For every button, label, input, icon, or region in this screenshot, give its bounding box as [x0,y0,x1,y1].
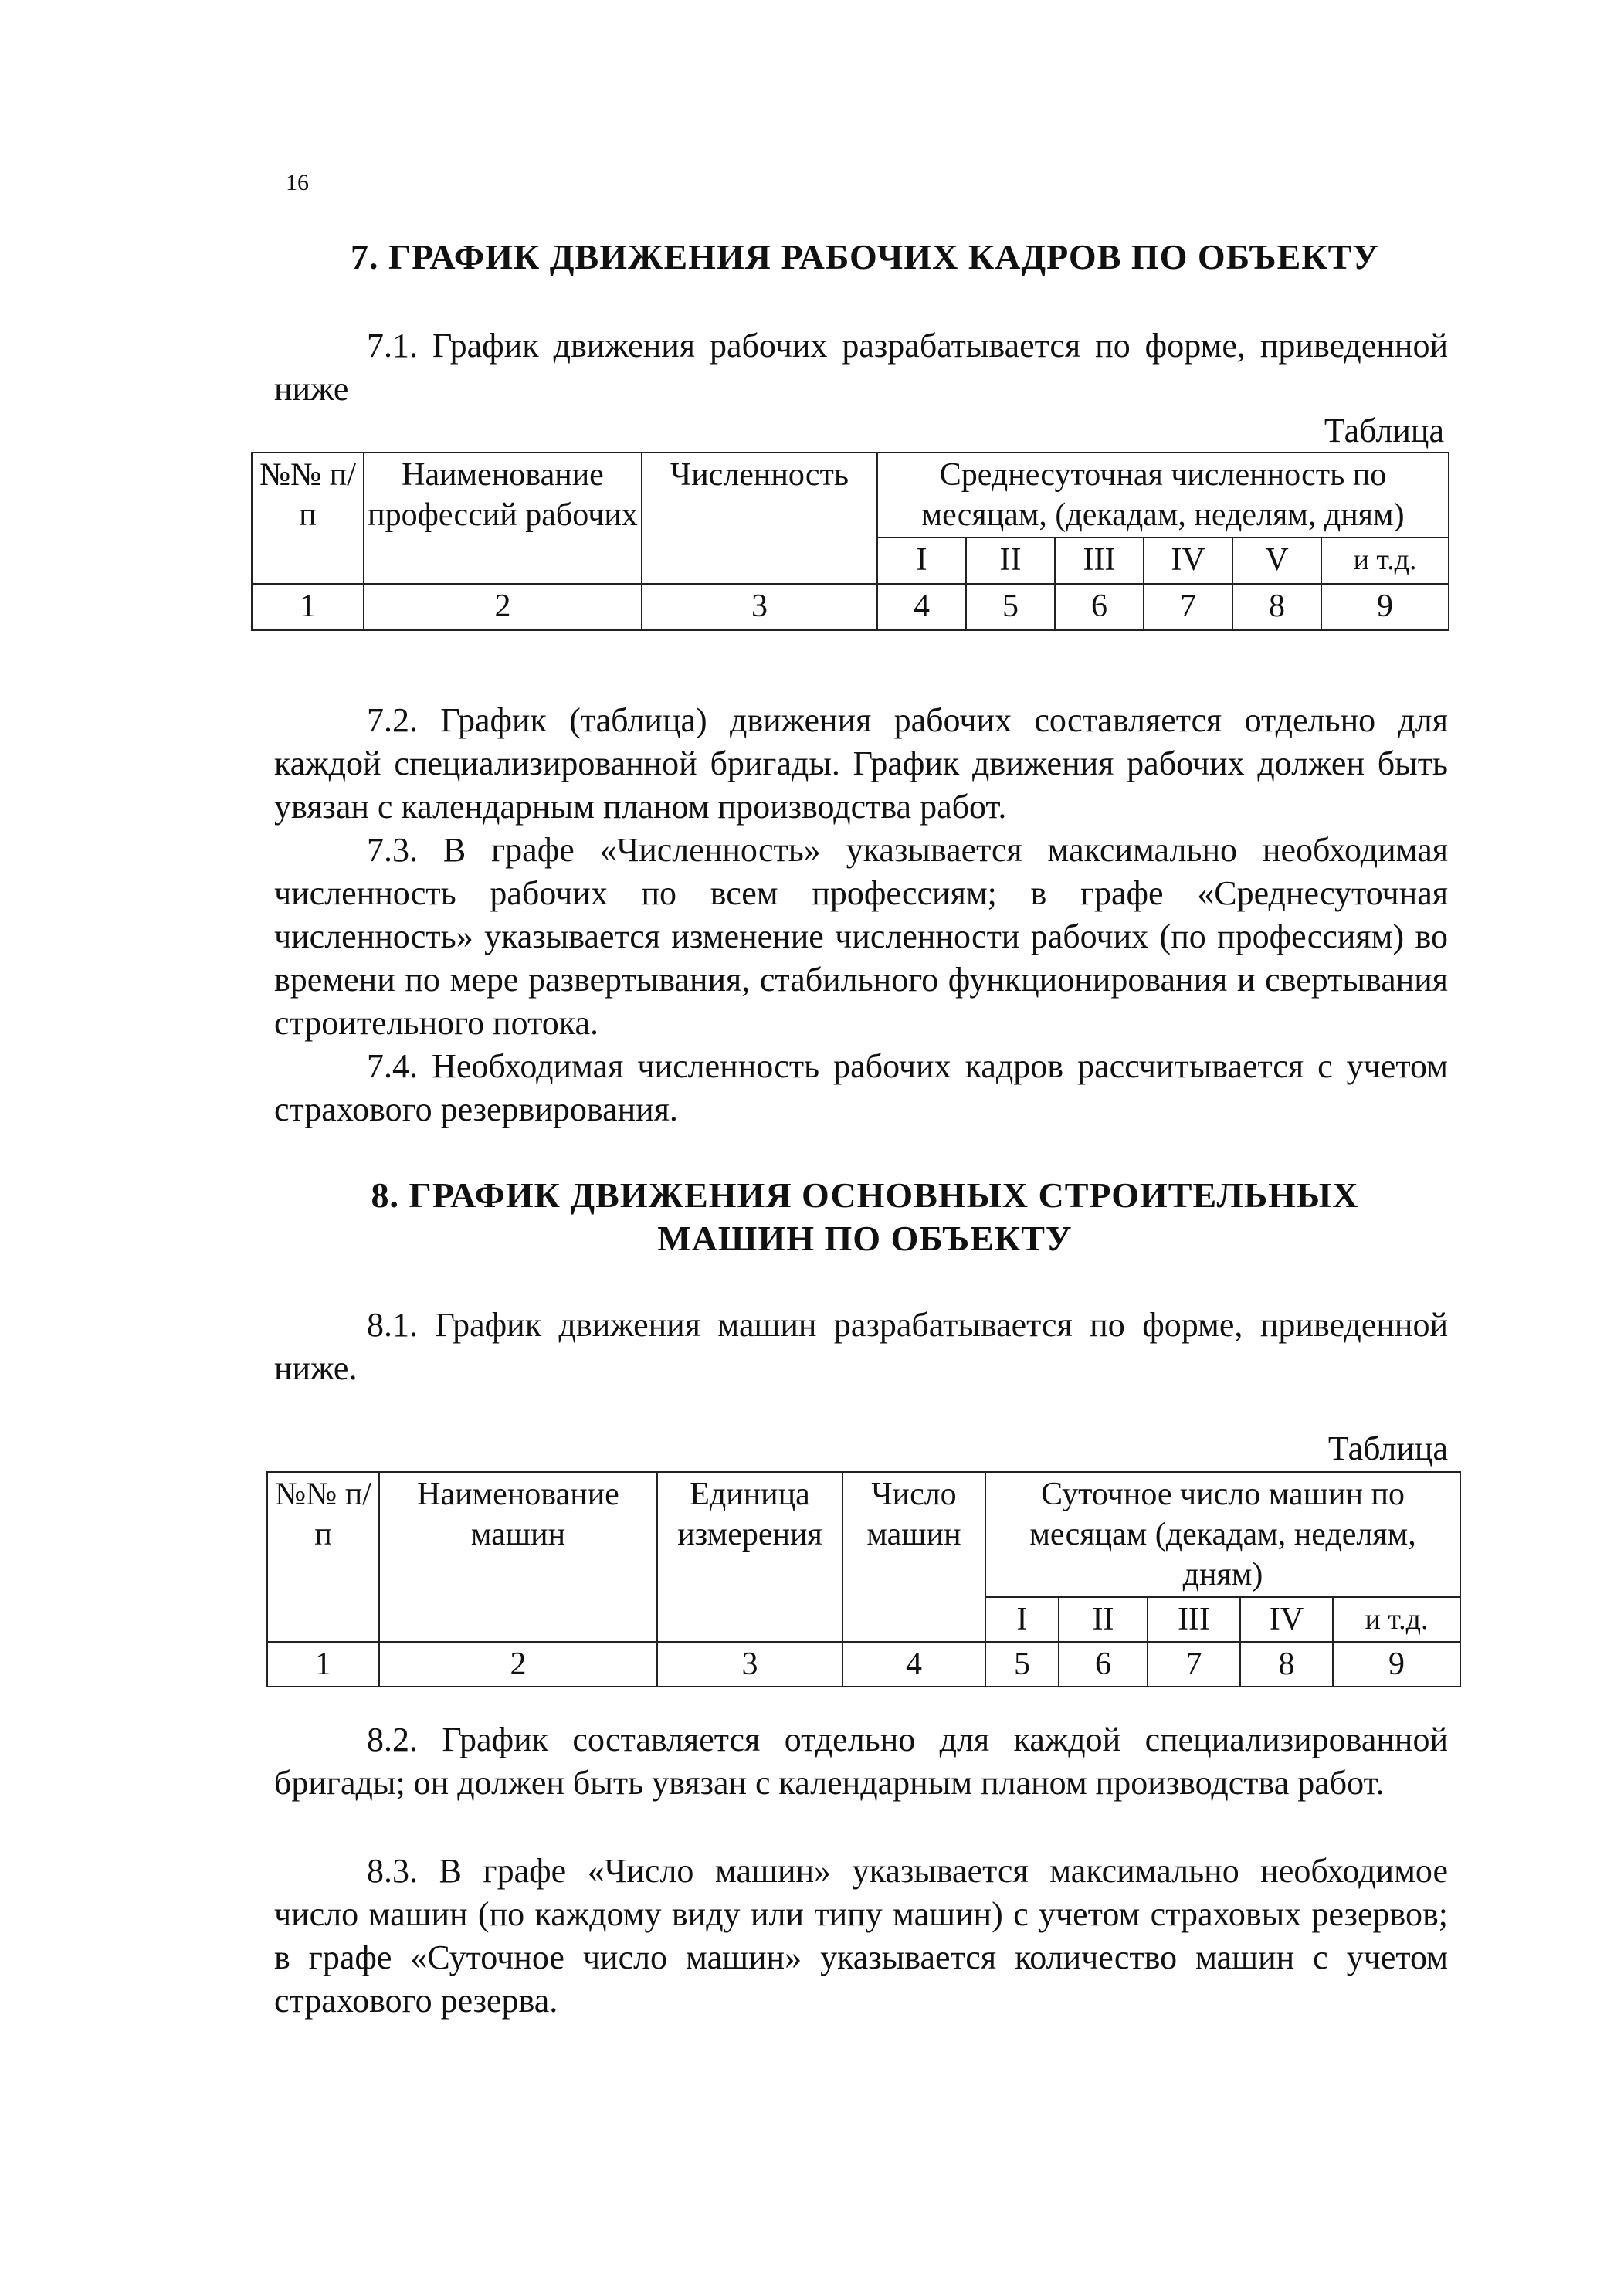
column-number-cell: 1 [267,1642,379,1687]
column-number-cell: 2 [379,1642,657,1687]
column-number-cell: 2 [364,584,642,630]
paragraph-8-1: 8.1. График движения машин разрабатывается по форме, приведенной ниже. [274,1306,1448,1387]
column-number-cell: 3 [642,584,877,630]
paragraph-7-1: 7.1. График движения рабочих разрабатывается по форме, приведенной ниже [274,327,1448,408]
paragraph-7-3: 7.3. В графе «Численность» указывается максимально необходимая численность рабочих по всем профессиям; в графе «Среднесуточная численность» указывается изменение численности рабочих (по профессиям) во времени по мере развертывания, стабильного функционирования и свертывания строительного потока. [274,831,1448,1042]
header-count: Численность [642,453,877,584]
period-cell: III [1055,538,1144,584]
column-number-cell: 7 [1148,1642,1240,1687]
paragraph-7-2: 7.2. График (таблица) движения рабочих составляется отдельно для каждой специализированной бригады. График движения рабочих должен быть увязан с календарным планом производства работ. [274,701,1448,826]
column-number-cell: 4 [877,584,966,630]
header-num: №№ п/п [252,453,364,584]
header-average-daily: Среднесуточная численность по месяцам, (декадам, неделям, дням) [877,453,1449,538]
page-number: 16 [286,170,309,195]
header-unit: Единица измерения [657,1472,842,1642]
section-7-title: 7. ГРАФИК ДВИЖЕНИЯ РАБОЧИХ КАДРОВ ПО ОБЪЕКТУ [350,237,1380,276]
section-8-title-line-2: МАШИН ПО ОБЪЕКТУ [657,1219,1073,1258]
period-cell: I [985,1597,1059,1642]
table-1-caption: Таблица [1324,412,1444,449]
column-number-cell: 9 [1333,1642,1460,1687]
header-profession: Наименование профессий рабочих [364,453,642,584]
period-cell: IV [1240,1597,1333,1642]
paragraph-8-2: 8.2. График составляется отдельно для каждой специализированной бригады; он должен быть увязан с календарным планом производства работ. [274,1721,1448,1802]
column-number-cell: 7 [1144,584,1232,630]
period-cell: V [1232,538,1321,584]
column-number-cell: 1 [252,584,364,630]
table-2-caption: Таблица [1327,1429,1448,1467]
column-number-cell: 5 [985,1642,1059,1687]
column-number-cell: 3 [657,1642,842,1687]
period-cell: II [1059,1597,1148,1642]
section-8-title-line-1: 8. ГРАФИК ДВИЖЕНИЯ ОСНОВНЫХ СТРОИТЕЛЬНЫХ [371,1175,1359,1215]
header-num: №№ п/п [267,1472,379,1642]
column-number-cell: 8 [1232,584,1321,630]
period-cell: III [1148,1597,1240,1642]
column-number-cell: 6 [1059,1642,1148,1687]
column-number-cell: 8 [1240,1642,1333,1687]
machines-schedule-table [266,1471,1461,1687]
paragraph-8-3: 8.3. В графе «Число машин» указывается максимально необходимое число машин (по каждому виду или типу машин) с учетом страховых резервов; в графе «Суточное число машин» указывается количество машин с учетом страхового резерва. [274,1852,1448,2020]
period-cell: IV [1144,538,1232,584]
column-number-cell: 6 [1055,584,1144,630]
header-daily-count: Суточное число машин по месяцам (декадам, неделям, дням) [985,1472,1460,1597]
workers-schedule-table [251,452,1449,631]
period-cell: I [877,538,966,584]
paragraph-7-4: 7.4. Необходимая численность рабочих кадров рассчитывается с учетом страхового резервирования. [274,1047,1448,1128]
column-number-cell: 9 [1321,584,1449,630]
period-cell: и т.д. [1321,538,1449,584]
column-number-cell: 5 [966,584,1055,630]
header-machine-count: Число машин [842,1472,985,1642]
header-machine-name: Наименование машин [379,1472,657,1642]
period-cell: II [966,538,1055,584]
period-cell: и т.д. [1333,1597,1460,1642]
column-number-cell: 4 [842,1642,985,1687]
